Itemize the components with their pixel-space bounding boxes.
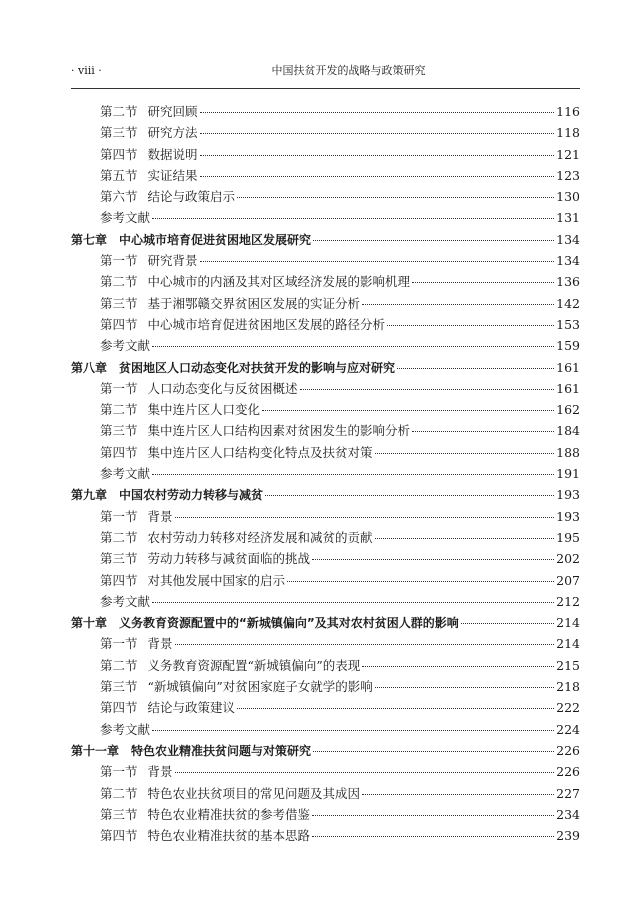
- toc-entry-title: 数据说明: [147, 146, 198, 162]
- toc-entry-title: 对其他发展中国家的启示: [147, 572, 286, 588]
- toc-section-row: [71, 591, 580, 612]
- toc-entry-number: 第四节: [100, 316, 138, 332]
- toc-page-number: 134: [556, 253, 580, 269]
- toc-section-row: [71, 804, 580, 825]
- toc-leader-dots: [200, 175, 555, 177]
- toc-page-number: 193: [556, 508, 580, 524]
- toc-section-row: [71, 506, 580, 527]
- toc-section-row: [71, 122, 580, 143]
- toc-leader-dots: [375, 686, 554, 688]
- toc-leader-dots: [175, 516, 555, 518]
- toc-leader-dots: [175, 771, 555, 773]
- toc-entry-title: 参考文献: [100, 338, 151, 354]
- toc-leader-dots: [397, 367, 554, 369]
- toc-page-number: 153: [556, 316, 580, 332]
- toc-page-number: 234: [556, 806, 580, 822]
- toc-entry-number: 第三节: [100, 423, 138, 439]
- toc-entry-title: 研究回顾: [147, 104, 198, 119]
- toc-leader-dots: [362, 793, 554, 795]
- toc-page-number: 214: [556, 615, 580, 631]
- toc-page-number: 116: [556, 104, 580, 119]
- toc-entry-title: 特色农业精准扶贫的参考借鉴: [147, 806, 311, 822]
- toc-leader-dots: [200, 132, 555, 134]
- toc-entry-title: 参考文献: [100, 593, 151, 609]
- toc-page-number: 218: [556, 679, 580, 695]
- toc-page-number: 123: [556, 167, 580, 183]
- toc-entry-number: 第十一章: [71, 743, 120, 758]
- toc-entry-number: 第四节: [100, 572, 138, 588]
- toc-page-number: 184: [556, 423, 580, 439]
- toc-page-number: 239: [556, 828, 580, 844]
- toc-page-number: 212: [556, 593, 580, 609]
- toc-section-row: [71, 144, 580, 165]
- toc-page-number: 136: [556, 274, 580, 290]
- toc-entry-number: 第三节: [100, 806, 138, 822]
- toc-section-row: [71, 420, 580, 441]
- toc-section-row: [71, 783, 580, 804]
- toc-leader-dots: [412, 281, 554, 283]
- toc-leader-dots: [313, 239, 554, 241]
- toc-page-number: 224: [556, 721, 580, 737]
- toc-section-row: [71, 570, 580, 591]
- toc-entry-title: 研究方法: [147, 125, 198, 141]
- toc-entry-number: 第二节: [100, 104, 138, 119]
- toc-entry-number: 第三节: [100, 125, 138, 141]
- running-title: 中国扶贫开发的战略与政策研究: [271, 64, 426, 77]
- toc-leader-dots: [312, 814, 554, 816]
- toc-section-row: [71, 207, 580, 228]
- toc-page-number: 202: [556, 551, 580, 567]
- toc-entry-title: 集中连片区人口结构变化特点及扶贫对策: [147, 444, 373, 460]
- table-of-contents: [71, 101, 580, 846]
- toc-leader-dots: [200, 154, 555, 156]
- toc-entry-title: “新城镇偏向”对贫困家庭子女就学的影响: [147, 679, 373, 695]
- toc-leader-dots: [375, 452, 555, 454]
- toc-entry-title: 中心城市的内涵及其对区域经济发展的影响机理: [147, 274, 411, 290]
- toc-entry-number: 第二节: [100, 657, 138, 673]
- toc-entry-title: 贫困地区人口动态变化对扶贫开发的影响与应对研究: [119, 360, 396, 375]
- toc-section-row: [71, 101, 580, 122]
- toc-page-number: 161: [556, 380, 580, 396]
- toc-entry-title: 义务教育资源配置“新城镇偏向”的表现: [147, 657, 361, 673]
- toc-entry-number: 第二节: [100, 274, 138, 290]
- toc-section-row: [71, 442, 580, 463]
- toc-entry-title: 集中连片区人口变化: [147, 402, 261, 418]
- toc-entry-number: 第二节: [100, 529, 138, 545]
- toc-entry-number: 第四节: [100, 700, 138, 716]
- toc-section-row: [71, 271, 580, 292]
- toc-entry-number: 第一节: [100, 380, 138, 396]
- toc-section-row: [71, 676, 580, 697]
- toc-leader-dots: [375, 537, 555, 539]
- toc-section-row: [71, 463, 580, 484]
- toc-page-number: 195: [556, 529, 580, 545]
- toc-page-number: 118: [556, 125, 580, 141]
- toc-leader-dots: [265, 494, 554, 496]
- toc-leader-dots: [387, 324, 554, 326]
- toc-section-row: [71, 697, 580, 718]
- toc-entry-title: 中国农村劳动力转移与减贫: [119, 488, 264, 503]
- toc-leader-dots: [200, 111, 555, 113]
- toc-page-number: 159: [556, 338, 580, 354]
- toc-section-row: [71, 719, 580, 740]
- toc-entry-title: 研究背景: [147, 253, 198, 269]
- toc-entry-number: 第四节: [100, 146, 138, 162]
- toc-entry-title: 基于湘鄂赣交界贫困区发展的实证分析: [147, 295, 361, 311]
- toc-chapter-row: [71, 484, 580, 505]
- toc-entry-title: 背景: [147, 764, 173, 780]
- toc-page-number: 207: [556, 572, 580, 588]
- toc-page-number: 131: [556, 210, 580, 226]
- toc-section-row: [71, 633, 580, 654]
- toc-entry-number: 第十章: [71, 616, 108, 631]
- toc-page-number: 130: [556, 189, 580, 205]
- toc-entry-number: 第九章: [71, 488, 108, 503]
- toc-leader-dots: [412, 430, 554, 432]
- toc-leader-dots: [175, 643, 555, 645]
- toc-leader-dots: [152, 473, 554, 475]
- toc-entry-number: 第六节: [100, 189, 138, 205]
- toc-leader-dots: [152, 729, 554, 731]
- toc-page-number: 226: [556, 742, 580, 758]
- toc-page-number: 188: [556, 444, 580, 460]
- toc-section-row: [71, 250, 580, 271]
- toc-leader-dots: [200, 260, 555, 262]
- toc-leader-dots: [237, 707, 554, 709]
- toc-leader-dots: [152, 345, 554, 347]
- toc-section-row: [71, 165, 580, 186]
- toc-entry-number: 第五节: [100, 167, 138, 183]
- toc-leader-dots: [152, 601, 554, 603]
- toc-section-row: [71, 314, 580, 335]
- toc-entry-title: 参考文献: [100, 721, 151, 737]
- toc-chapter-row: [71, 612, 580, 633]
- toc-leader-dots: [262, 409, 554, 411]
- toc-section-row: [71, 378, 580, 399]
- toc-page-number: 161: [556, 359, 580, 375]
- toc-chapter-row: [71, 740, 580, 761]
- toc-entry-title: 特色农业精准扶贫的基本思路: [147, 828, 311, 844]
- toc-entry-title: 中心城市培育促进贫困地区发展的路径分析: [147, 316, 386, 332]
- toc-page-number: 162: [556, 402, 580, 418]
- toc-entry-title: 人口动态变化与反贫困概述: [147, 380, 298, 396]
- page-number: · viii ·: [71, 64, 102, 77]
- toc-entry-title: 背景: [147, 508, 173, 524]
- toc-section-row: [71, 761, 580, 782]
- toc-entry-number: 第三节: [100, 295, 138, 311]
- toc-chapter-row: [71, 229, 580, 250]
- toc-leader-dots: [300, 388, 555, 390]
- toc-page-number: 193: [556, 487, 580, 503]
- toc-leader-dots: [313, 750, 554, 752]
- toc-page-number: 222: [556, 700, 580, 716]
- toc-leader-dots: [362, 303, 554, 305]
- toc-page-number: 191: [556, 466, 580, 482]
- toc-entry-number: 第一节: [100, 764, 138, 780]
- toc-entry-number: 第三节: [100, 551, 138, 567]
- toc-entry-number: 第一节: [100, 253, 138, 269]
- toc-entry-title: 中心城市培育促进贫困地区发展研究: [119, 232, 312, 247]
- toc-entry-title: 农村劳动力转移对经济发展和减贫的贡献: [147, 529, 373, 545]
- toc-entry-title: 特色农业精准扶贫问题与对策研究: [131, 743, 312, 758]
- toc-leader-dots: [237, 196, 554, 198]
- toc-entry-number: 第二节: [100, 785, 138, 801]
- toc-entry-number: 第一节: [100, 508, 138, 524]
- toc-page-number: 134: [556, 231, 580, 247]
- toc-leader-dots: [152, 217, 554, 219]
- toc-entry-number: 第七章: [71, 232, 108, 247]
- toc-entry-title: 背景: [147, 636, 173, 652]
- toc-entry-number: 第一节: [100, 636, 138, 652]
- toc-page-number: 226: [556, 764, 580, 780]
- toc-section-row: [71, 399, 580, 420]
- toc-leader-dots: [312, 558, 554, 560]
- toc-leader-dots: [287, 580, 554, 582]
- toc-entry-title: 集中连片区人口结构因素对贫困发生的影响分析: [147, 423, 411, 439]
- toc-entry-title: 结论与政策建议: [147, 700, 236, 716]
- toc-entry-number: 第二节: [100, 402, 138, 418]
- toc-page-number: 215: [556, 657, 580, 673]
- toc-section-row: [71, 527, 580, 548]
- header-rule: [71, 88, 580, 89]
- toc-section-row: [71, 186, 580, 207]
- toc-entry-title: 义务教育资源配置中的“新城镇偏向”及其对农村贫困人群的影响: [119, 616, 459, 631]
- toc-entry-title: 参考文献: [100, 210, 151, 226]
- toc-entry-number: 第三节: [100, 679, 138, 695]
- toc-entry-title: 劳动力转移与减贫面临的挑战: [147, 551, 311, 567]
- toc-entry-title: 实证结果: [147, 167, 198, 183]
- toc-section-row: [71, 825, 580, 846]
- toc-entry-title: 参考文献: [100, 466, 151, 482]
- toc-page-number: 214: [556, 636, 580, 652]
- toc-entry-title: 特色农业扶贫项目的常见问题及其成因: [147, 785, 361, 801]
- toc-page-number: 142: [556, 295, 580, 311]
- toc-page-number: 121: [556, 146, 580, 162]
- toc-section-row: [71, 293, 580, 314]
- toc-entry-number: 第四节: [100, 444, 138, 460]
- toc-section-row: [71, 655, 580, 676]
- toc-entry-number: 第四节: [100, 828, 138, 844]
- toc-section-row: [71, 335, 580, 356]
- page-header: [71, 60, 580, 82]
- toc-leader-dots: [312, 835, 554, 837]
- toc-entry-number: 第八章: [71, 360, 108, 375]
- toc-leader-dots: [362, 665, 554, 667]
- toc-leader-dots: [461, 622, 554, 624]
- toc-page-number: 227: [556, 785, 580, 801]
- toc-entry-title: 结论与政策启示: [147, 189, 236, 205]
- toc-section-row: [71, 548, 580, 569]
- toc-chapter-row: [71, 357, 580, 378]
